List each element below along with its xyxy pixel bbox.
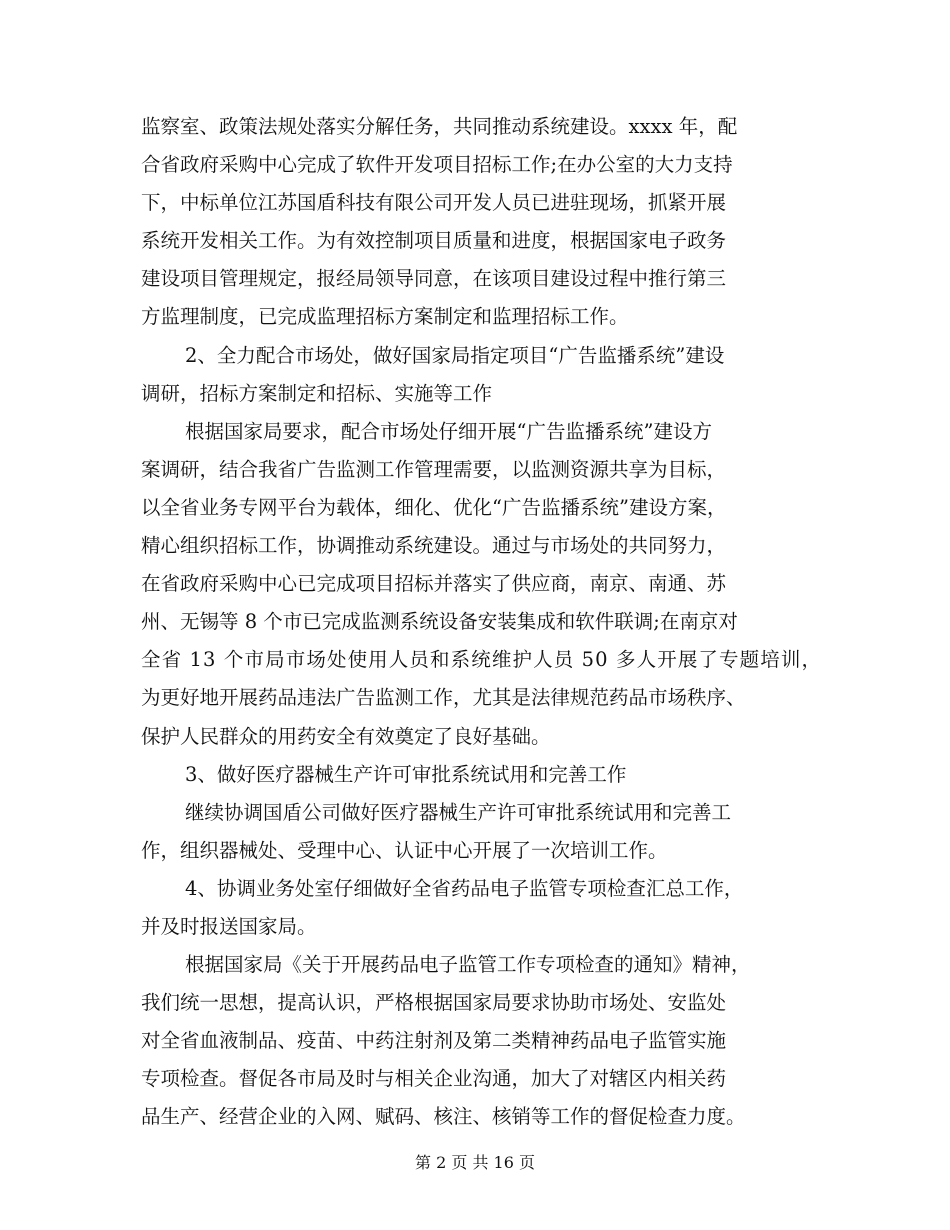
text-line: 根据国家局《关于开展药品电子监管工作专项检查的通知》精神， [185,953,751,977]
text-line: 我们统一思想，提高认识，严格根据国家局要求协助市场处、安监处 [141,991,727,1015]
text-line: 为更好地开展药品违法广告监测工作，尤其是法律规范药品市场秩序、 [141,686,746,710]
text-line: 下，中标单位江苏国盾科技有限公司开发人员已进驻现场，抓紧开展 [141,191,727,215]
text-line: 全省 13 个市局市场处使用人员和系统维护人员 50 多人开展了专题培训， [141,648,823,672]
text-line: 建设项目管理规定，报经局领导同意，在该项目建设过程中推行第三 [141,267,727,291]
text-line: 系统开发相关工作。为有效控制项目质量和进度，根据国家电子政务 [141,229,727,253]
text-line: 3、做好医疗器械生产许可审批系统试用和完善工作 [185,762,627,786]
text-line: 州、无锡等 8 个市已完成监测系统设备安装集成和软件联调;在南京对 [141,610,738,634]
text-line: 以全省业务专网平台为载体，细化、优化“广告监播系统”建设方案， [141,495,727,519]
page-footer: 第 2 页 共 16 页 [415,1153,535,1172]
text-line: 根据国家局要求，配合市场处仔细开展“广告监播系统”建设方 [185,419,712,443]
text-line: 案调研，结合我省广告监测工作管理需要，以监测资源共享为目标， [141,457,727,481]
text-line: 调研，招标方案制定和招标、实施等工作 [141,381,493,405]
text-line: 2、全力配合市场处，做好国家局指定项目“广告监播系统”建设 [185,343,725,367]
text-line: 并及时报送国家局。 [141,914,317,938]
text-line: 专项检查。督促各市局及时与相关企业沟通，加大了对辖区内相关药 [141,1067,727,1091]
text-line: 监察室、政策法规处落实分解任务，共同推动系统建设。xxxx 年，配 [141,115,738,138]
text-line: 品生产、经营企业的入网、赋码、核注、核销等工作的督促检查力度。 [141,1105,746,1129]
text-line: 继续协调国盾公司做好医疗器械生产许可审批系统试用和完善工 [185,800,732,824]
text-line: 精心组织招标工作，协调推动系统建设。通过与市场处的共同努力， [141,534,727,558]
text-line: 方监理制度，已完成监理招标方案制定和监理招标工作。 [141,305,629,329]
text-line: 作，组织器械处、受理中心、认证中心开展了一次培训工作。 [141,838,668,862]
document-body [141,108,821,1137]
text-line: 4、协调业务处室仔细做好全省药品电子监管专项检查汇总工作， [185,876,744,900]
text-line: 对全省血液制品、疫苗、中药注射剂及第二类精神药品电子监管实施 [141,1029,727,1053]
text-line: 在省政府采购中心已完成项目招标并落实了供应商，南京、南通、苏 [141,572,727,596]
text-line: 保护人民群众的用药安全有效奠定了良好基础。 [141,724,551,748]
text-line: 合省政府采购中心完成了软件开发项目招标工作;在办公室的大力支持 [141,153,733,177]
